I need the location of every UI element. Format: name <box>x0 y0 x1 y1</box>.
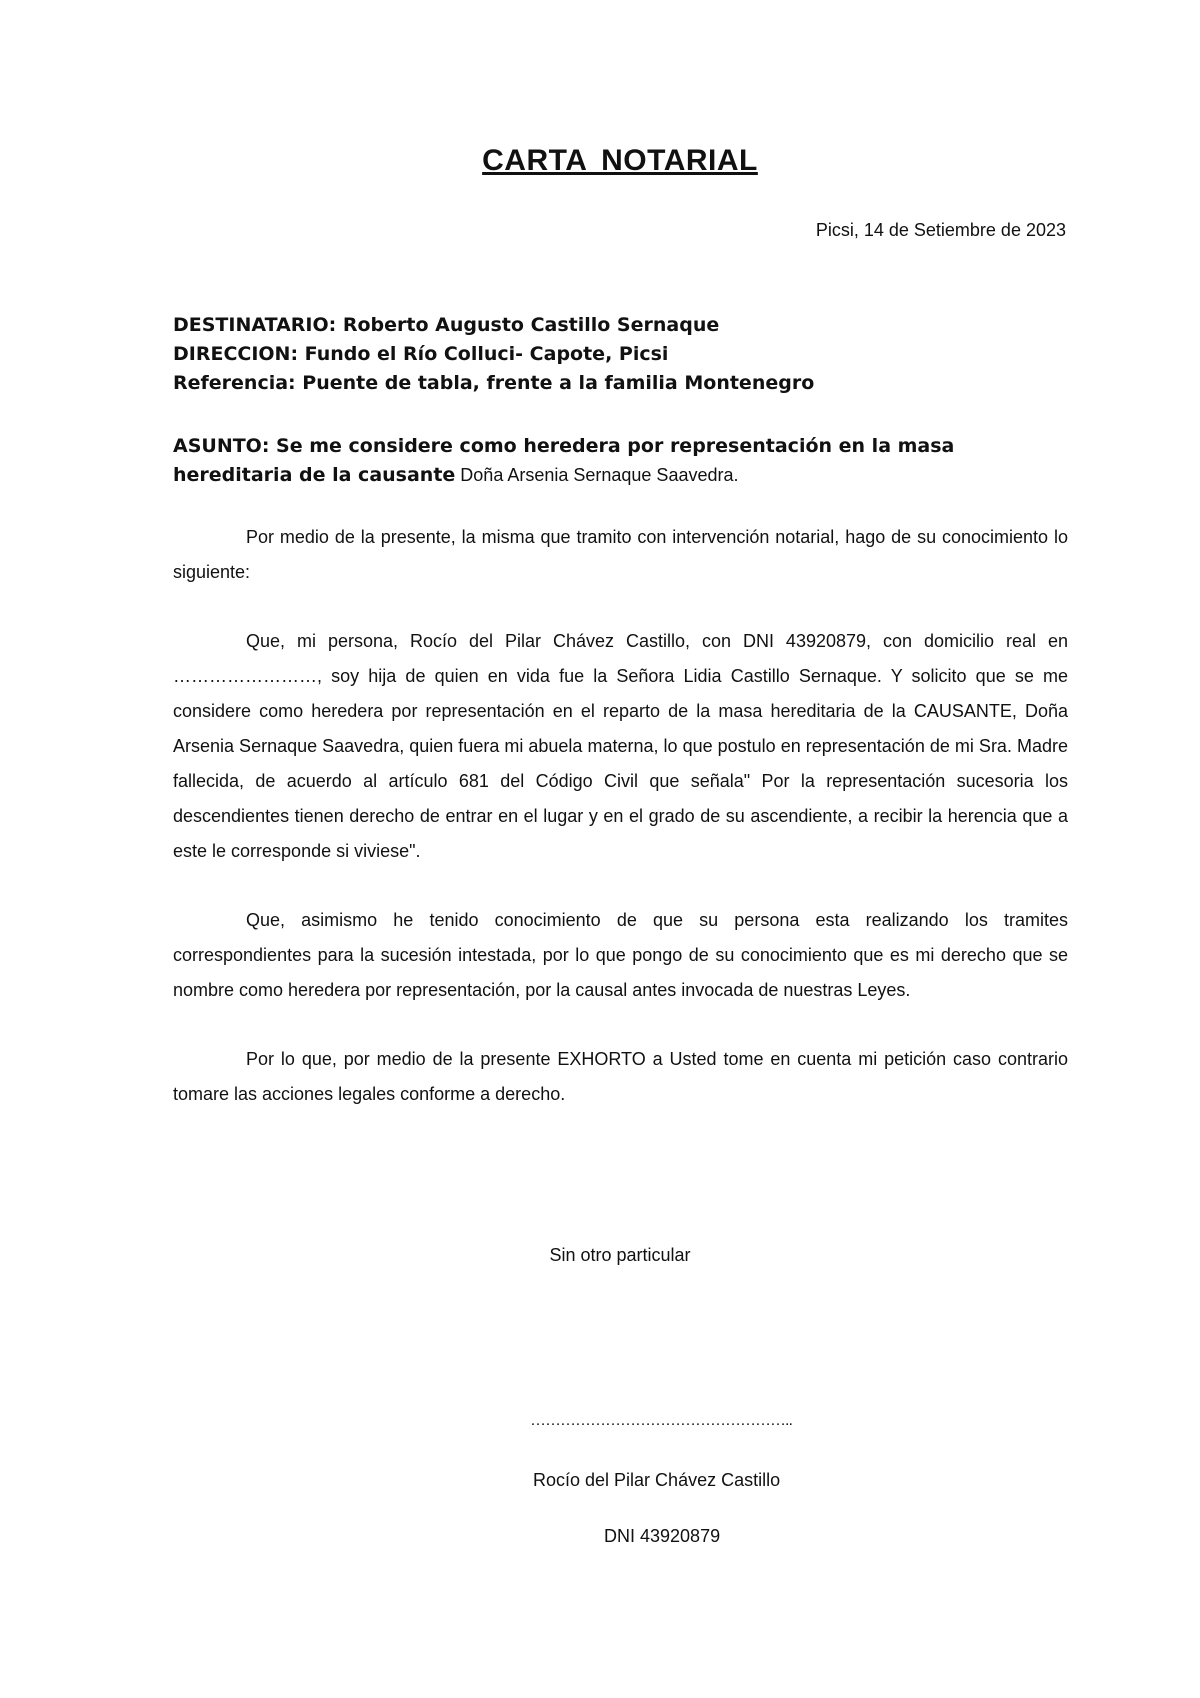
direccion-value: Fundo el Río Colluci- Capote, Picsi <box>298 343 669 365</box>
destinatario-value: Roberto Augusto Castillo Sernaque <box>336 314 720 336</box>
referencia-line <box>173 369 1073 398</box>
asunto-text-plain: Doña Arsenia Sernaque Saavedra. <box>455 465 739 485</box>
destinatario-label: DESTINATARIO: <box>173 314 337 336</box>
signer-dni: DNI 43920879 <box>604 1526 721 1546</box>
referencia-label: Referencia: <box>173 372 296 394</box>
document-title: CARTA NOTARIAL <box>482 144 758 177</box>
body-paragraph: Que, mi persona, Rocío del Pilar Chávez Castillo, con DNI 43920879, con domicilio real en ……………………, soy hija de quien en vida fue la Señora Lidia Castillo Sernaque. Y solicito que se me considere como heredera por representación en el reparto de la masa hereditaria de la CAUSANTE, Doña Arsenia Sernaque Saavedra, quien fuera mi abuela materna, lo que postulo en representación de mi Sra. Madre fallecida, de acuerdo al artículo 681 del Código Civil que señala" Por la representación sucesoria los descendientes tienen derecho de entrar en el lugar y en el grado de su ascendiente, a recibir la herencia que a este le corresponde si viviese". <box>173 631 1068 861</box>
asunto-text-bold: Se me considere como heredera por representación en la masa hereditaria de la causante <box>173 435 955 486</box>
signer-name: Rocío del Pilar Chávez Castillo <box>533 1470 781 1490</box>
letter-body <box>173 520 1068 1146</box>
asunto-label: ASUNTO: <box>173 435 270 457</box>
destinatario-line <box>173 311 1073 340</box>
referencia-value: Puente de tabla, frente a la familia Montenegro <box>295 372 815 394</box>
body-paragraph: Por lo que, por medio de la presente EXHORTO a Usted tome en cuenta mi petición caso contrario tomare las acciones legales conforme a derecho. <box>173 1049 1068 1104</box>
closing-line: Sin otro particular <box>549 1245 691 1265</box>
body-paragraph: Por medio de la presente, la misma que tramito con intervención notarial, hago de su conocimiento lo siguiente: <box>173 527 1068 582</box>
direccion-label: DIRECCION: <box>173 343 299 365</box>
addressee-block <box>173 311 1073 398</box>
asunto-block <box>173 432 1068 490</box>
date-line: Picsi, 14 de Setiembre de 2023 <box>815 220 1066 240</box>
signature-line: …………………………………………….. <box>530 1412 792 1429</box>
direccion-line <box>173 340 1073 369</box>
body-paragraph: Que, asimismo he tenido conocimiento de que su persona esta realizando los tramites correspondientes para la sucesión intestada, por lo que pongo de su conocimiento que es mi derecho que se nombre como heredera por representación, por la causal antes invocada de nuestras Leyes. <box>173 910 1068 1000</box>
